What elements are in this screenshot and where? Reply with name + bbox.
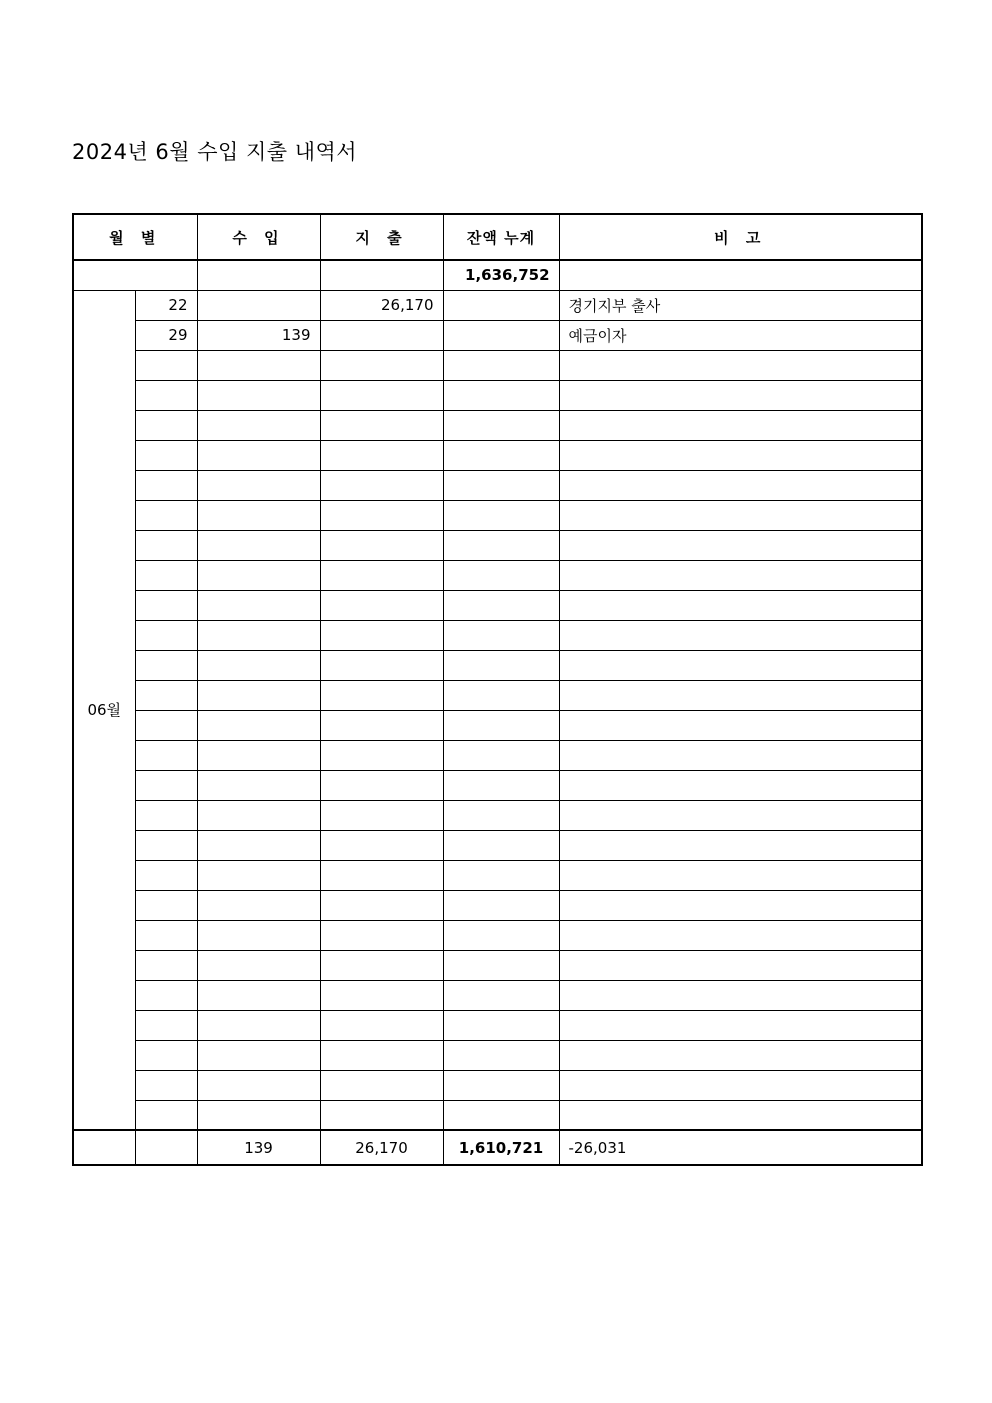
header-income: 수 입: [197, 214, 320, 260]
balance-cell: [443, 1010, 559, 1040]
day-cell: [135, 650, 197, 680]
opening-income-cell: [197, 260, 320, 290]
balance-cell: [443, 380, 559, 410]
balance-cell: [443, 650, 559, 680]
day-cell: [135, 350, 197, 380]
totals-row: [73, 1130, 922, 1165]
income-cell: [197, 950, 320, 980]
note-cell: [559, 950, 922, 980]
table-row: [73, 1040, 922, 1070]
income-cell: [197, 590, 320, 620]
note-cell: [559, 740, 922, 770]
table-row: [73, 800, 922, 830]
income-cell: [197, 500, 320, 530]
income-cell: 139: [197, 320, 320, 350]
income-cell: [197, 440, 320, 470]
income-cell: [197, 890, 320, 920]
note-cell: [559, 620, 922, 650]
table-row: [73, 470, 922, 500]
expense-cell: [320, 770, 443, 800]
income-cell: [197, 860, 320, 890]
expense-cell: [320, 680, 443, 710]
note-cell: [559, 650, 922, 680]
day-cell: [135, 950, 197, 980]
header-expense: 지 출: [320, 214, 443, 260]
table-row: [73, 1070, 922, 1100]
day-cell: 29: [135, 320, 197, 350]
income-cell: [197, 1100, 320, 1130]
table-row: [73, 380, 922, 410]
income-cell: [197, 1040, 320, 1070]
income-cell: [197, 770, 320, 800]
expense-cell: [320, 800, 443, 830]
expense-cell: [320, 980, 443, 1010]
header-note: 비 고: [559, 214, 922, 260]
expense-cell: [320, 320, 443, 350]
expense-cell: [320, 710, 443, 740]
expense-cell: [320, 1070, 443, 1100]
note-cell: [559, 860, 922, 890]
expense-cell: 26,170: [320, 290, 443, 320]
income-cell: [197, 560, 320, 590]
expense-cell: [320, 1010, 443, 1040]
table-row: [73, 620, 922, 650]
note-cell: 예금이자: [559, 320, 922, 350]
note-cell: [559, 1100, 922, 1130]
balance-cell: [443, 770, 559, 800]
note-cell: [559, 470, 922, 500]
table-row: [73, 680, 922, 710]
note-cell: [559, 380, 922, 410]
total-note: -26,031: [559, 1130, 922, 1165]
income-cell: [197, 410, 320, 440]
balance-cell: [443, 800, 559, 830]
note-cell: [559, 500, 922, 530]
balance-cell: [443, 530, 559, 560]
table-row: [73, 320, 922, 350]
expense-cell: [320, 1040, 443, 1070]
income-cell: [197, 290, 320, 320]
totals-day-cell: [135, 1130, 197, 1165]
expense-cell: [320, 650, 443, 680]
note-cell: [559, 1010, 922, 1040]
opening-balance-cell: 1,636,752: [443, 260, 559, 290]
month-label: 06월: [73, 290, 135, 1130]
day-cell: [135, 680, 197, 710]
income-cell: [197, 740, 320, 770]
expense-cell: [320, 830, 443, 860]
income-cell: [197, 1070, 320, 1100]
income-cell: [197, 1010, 320, 1040]
balance-cell: [443, 740, 559, 770]
table-row: [73, 440, 922, 470]
expense-cell: [320, 530, 443, 560]
day-cell: [135, 560, 197, 590]
balance-cell: [443, 440, 559, 470]
day-cell: [135, 440, 197, 470]
expense-cell: [320, 350, 443, 380]
day-cell: [135, 890, 197, 920]
income-cell: [197, 680, 320, 710]
day-cell: [135, 980, 197, 1010]
note-cell: [559, 710, 922, 740]
income-cell: [197, 620, 320, 650]
page-title: 2024년 6월 수입 지출 내역서: [72, 140, 358, 164]
day-cell: [135, 380, 197, 410]
day-cell: [135, 740, 197, 770]
income-cell: [197, 380, 320, 410]
table-row: [73, 530, 922, 560]
balance-cell: [443, 290, 559, 320]
day-cell: [135, 860, 197, 890]
balance-cell: [443, 320, 559, 350]
table-row: [73, 920, 922, 950]
income-cell: [197, 920, 320, 950]
table-row: [73, 830, 922, 860]
day-cell: [135, 830, 197, 860]
note-cell: [559, 920, 922, 950]
table-row: [73, 860, 922, 890]
balance-cell: [443, 410, 559, 440]
income-cell: [197, 650, 320, 680]
balance-cell: [443, 710, 559, 740]
day-cell: [135, 1010, 197, 1040]
balance-cell: [443, 470, 559, 500]
day-cell: [135, 500, 197, 530]
expense-cell: [320, 560, 443, 590]
total-expense: 26,170: [320, 1130, 443, 1165]
opening-note-cell: [559, 260, 922, 290]
income-cell: [197, 530, 320, 560]
day-cell: [135, 470, 197, 500]
note-cell: [559, 770, 922, 800]
balance-cell: [443, 860, 559, 890]
expense-cell: [320, 590, 443, 620]
table-row: [73, 890, 922, 920]
opening-balance-row: [73, 260, 922, 290]
table-row: [73, 500, 922, 530]
note-cell: 경기지부 출사: [559, 290, 922, 320]
header-balance: 잔액 누계: [443, 214, 559, 260]
note-cell: [559, 980, 922, 1010]
note-cell: [559, 560, 922, 590]
expense-cell: [320, 470, 443, 500]
balance-cell: [443, 830, 559, 860]
expense-cell: [320, 500, 443, 530]
expense-cell: [320, 860, 443, 890]
table-row: [73, 950, 922, 980]
table-row: [73, 350, 922, 380]
ledger-table: [72, 213, 923, 1166]
income-cell: [197, 470, 320, 500]
note-cell: [559, 350, 922, 380]
balance-cell: [443, 920, 559, 950]
balance-cell: [443, 350, 559, 380]
balance-cell: [443, 1100, 559, 1130]
note-cell: [559, 440, 922, 470]
balance-cell: [443, 680, 559, 710]
day-cell: [135, 770, 197, 800]
note-cell: [559, 590, 922, 620]
day-cell: [135, 1070, 197, 1100]
table-row: [73, 290, 922, 320]
expense-cell: [320, 410, 443, 440]
income-cell: [197, 980, 320, 1010]
day-cell: [135, 800, 197, 830]
note-cell: [559, 830, 922, 860]
balance-cell: [443, 950, 559, 980]
day-cell: [135, 620, 197, 650]
header-row: [73, 214, 922, 260]
expense-cell: [320, 890, 443, 920]
expense-cell: [320, 1100, 443, 1130]
expense-cell: [320, 950, 443, 980]
note-cell: [559, 1040, 922, 1070]
note-cell: [559, 680, 922, 710]
table-row: [73, 1010, 922, 1040]
expense-cell: [320, 440, 443, 470]
note-cell: [559, 890, 922, 920]
note-cell: [559, 530, 922, 560]
table-row: [73, 650, 922, 680]
day-cell: [135, 410, 197, 440]
note-cell: [559, 1070, 922, 1100]
income-cell: [197, 830, 320, 860]
balance-cell: [443, 560, 559, 590]
totals-month-cell: [73, 1130, 135, 1165]
opening-expense-cell: [320, 260, 443, 290]
balance-cell: [443, 1070, 559, 1100]
note-cell: [559, 410, 922, 440]
day-cell: [135, 530, 197, 560]
balance-cell: [443, 980, 559, 1010]
table-row: [73, 1100, 922, 1130]
expense-cell: [320, 740, 443, 770]
total-income: 139: [197, 1130, 320, 1165]
day-cell: [135, 710, 197, 740]
day-cell: [135, 590, 197, 620]
expense-cell: [320, 920, 443, 950]
table-row: [73, 770, 922, 800]
balance-cell: [443, 500, 559, 530]
day-cell: [135, 1100, 197, 1130]
expense-cell: [320, 620, 443, 650]
expense-cell: [320, 380, 443, 410]
table-row: [73, 560, 922, 590]
table-row: [73, 410, 922, 440]
day-cell: [135, 1040, 197, 1070]
balance-cell: [443, 620, 559, 650]
table-row: [73, 980, 922, 1010]
table-row: [73, 590, 922, 620]
note-cell: [559, 800, 922, 830]
balance-cell: [443, 590, 559, 620]
income-cell: [197, 710, 320, 740]
balance-cell: [443, 1040, 559, 1070]
total-balance: 1,610,721: [443, 1130, 559, 1165]
opening-period-cell: [73, 260, 197, 290]
table-row: [73, 710, 922, 740]
day-cell: 22: [135, 290, 197, 320]
income-cell: [197, 350, 320, 380]
income-cell: [197, 800, 320, 830]
balance-cell: [443, 890, 559, 920]
day-cell: [135, 920, 197, 950]
table-row: [73, 740, 922, 770]
header-period: 월 별: [73, 214, 197, 260]
